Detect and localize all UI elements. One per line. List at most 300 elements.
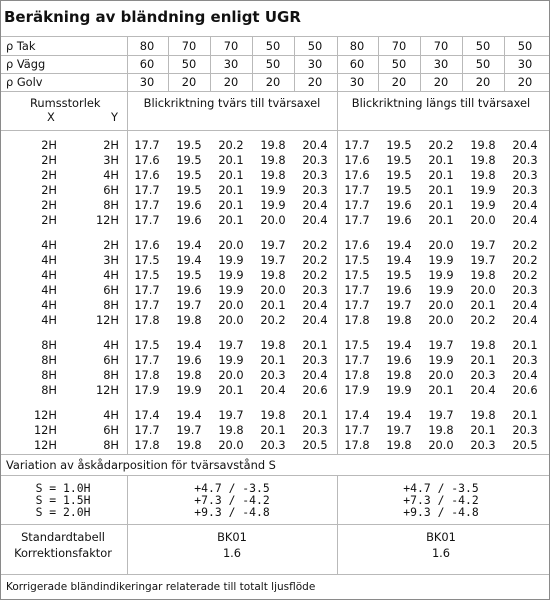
column-divider [168, 37, 169, 91]
reflectance-value: 50 [475, 39, 491, 53]
ugr-value: 20.2 [428, 138, 454, 152]
room-y: 6H [103, 423, 119, 437]
ugr-value: 20.3 [512, 423, 538, 437]
ugr-value: 20.1 [218, 383, 244, 397]
column-divider [378, 37, 379, 91]
ugr-value: 20.1 [428, 383, 454, 397]
ugr-value: 20.3 [302, 168, 328, 182]
ugr-value: 19.6 [386, 283, 412, 297]
variation-s: S = 2.0H [35, 505, 91, 519]
room-y: 2H [103, 238, 119, 252]
ugr-value: 19.8 [386, 313, 412, 327]
ugr-value: 19.6 [386, 353, 412, 367]
standard-table-left: BK01 [217, 530, 247, 544]
column-divider [127, 91, 128, 454]
ugr-value: 19.8 [470, 408, 496, 422]
standard-table-label: Standardtabell [21, 530, 105, 544]
variation-left: +9.3 / -4.8 [194, 505, 270, 519]
ugr-value: 17.5 [344, 253, 370, 267]
ugr-value: 20.3 [470, 368, 496, 382]
ugr-value: 17.6 [344, 153, 370, 167]
ugr-value: 20.0 [428, 313, 454, 327]
ugr-value: 20.2 [470, 313, 496, 327]
ugr-value: 17.8 [134, 368, 160, 382]
ugr-value: 20.1 [470, 298, 496, 312]
room-y: 6H [103, 283, 119, 297]
ugr-value: 20.2 [302, 253, 328, 267]
room-x: 4H [41, 283, 57, 297]
room-x: 2H [41, 153, 57, 167]
ugr-value: 17.7 [134, 213, 160, 227]
ugr-value: 20.1 [260, 423, 286, 437]
room-x: 2H [41, 138, 57, 152]
room-y: 12H [95, 213, 119, 227]
room-y: 8H [103, 198, 119, 212]
room-y: 2H [103, 138, 119, 152]
ugr-value: 19.9 [428, 283, 454, 297]
ugr-value: 19.6 [176, 198, 202, 212]
ugr-value: 19.7 [470, 253, 496, 267]
ugr-value: 20.4 [302, 198, 328, 212]
row-divider [1, 55, 549, 56]
row-divider [1, 91, 549, 92]
ugr-value: 19.9 [218, 283, 244, 297]
reflectance-value: 20 [391, 75, 407, 89]
ugr-value: 20.6 [512, 383, 538, 397]
ugr-value: 20.2 [512, 268, 538, 282]
ugr-value: 19.8 [386, 438, 412, 452]
reflectance-label: ρ Tak [6, 39, 36, 53]
room-x: 4H [41, 268, 57, 282]
ugr-value: 20.0 [218, 298, 244, 312]
page-title: Beräkning av bländning enligt UGR [4, 8, 301, 26]
room-y: 8H [103, 438, 119, 452]
variation-right: +7.3 / -4.2 [403, 493, 479, 507]
ugr-value: 20.0 [428, 368, 454, 382]
column-divider [504, 37, 505, 91]
ugr-value: 20.1 [218, 213, 244, 227]
ugr-value: 20.4 [512, 213, 538, 227]
ugr-value: 20.0 [428, 298, 454, 312]
ugr-value: 20.3 [302, 353, 328, 367]
variation-s: S = 1.5H [35, 493, 91, 507]
ugr-value: 20.3 [260, 368, 286, 382]
ugr-value: 19.7 [218, 408, 244, 422]
ugr-value: 19.9 [260, 183, 286, 197]
reflectance-value: 50 [475, 57, 491, 71]
ugr-value: 17.5 [134, 253, 160, 267]
ugr-value: 17.8 [344, 368, 370, 382]
section-divider [1, 475, 549, 476]
reflectance-value: 30 [223, 57, 239, 71]
section-divider [1, 574, 549, 575]
ugr-value: 20.1 [428, 183, 454, 197]
correction-left: 1.6 [222, 546, 242, 560]
column-divider [127, 475, 128, 525]
ugr-value: 19.9 [386, 383, 412, 397]
room-x: 2H [41, 183, 57, 197]
column-divider [127, 37, 128, 91]
ugr-value: 19.5 [386, 168, 412, 182]
ugr-value: 19.7 [428, 408, 454, 422]
ugr-value: 17.7 [134, 183, 160, 197]
room-y: 8H [103, 298, 119, 312]
ugr-value: 20.3 [512, 283, 538, 297]
ugr-value: 19.8 [260, 138, 286, 152]
room-x: 8H [41, 368, 57, 382]
ugr-value: 20.4 [470, 383, 496, 397]
variation-right: +4.7 / -3.5 [403, 481, 479, 495]
reflectance-value: 30 [139, 75, 155, 89]
ugr-value: 20.1 [302, 338, 328, 352]
column-divider [337, 525, 338, 575]
header-transverse: Blickriktning tvärs till tvärsaxel [143, 96, 321, 110]
ugr-value: 20.1 [512, 338, 538, 352]
ugr-value: 19.4 [176, 338, 202, 352]
ugr-value: 19.7 [176, 423, 202, 437]
ugr-value: 19.9 [470, 198, 496, 212]
ugr-value: 20.2 [512, 238, 538, 252]
ugr-value: 19.7 [218, 338, 244, 352]
reflectance-value: 80 [139, 39, 155, 53]
ugr-value: 17.7 [344, 213, 370, 227]
ugr-value: 19.8 [176, 438, 202, 452]
ugr-value: 17.4 [344, 408, 370, 422]
ugr-value: 20.0 [428, 238, 454, 252]
ugr-value: 19.7 [386, 423, 412, 437]
ugr-value: 19.4 [386, 338, 412, 352]
ugr-value: 19.7 [260, 238, 286, 252]
ugr-value: 19.9 [428, 253, 454, 267]
ugr-value: 17.7 [134, 423, 160, 437]
ugr-value: 20.5 [302, 438, 328, 452]
room-x: 2H [41, 213, 57, 227]
ugr-value: 20.0 [218, 438, 244, 452]
ugr-value: 20.4 [512, 368, 538, 382]
ugr-value: 20.4 [512, 298, 538, 312]
ugr-value: 20.1 [428, 168, 454, 182]
ugr-value: 20.1 [512, 408, 538, 422]
room-x: 12H [33, 408, 57, 422]
ugr-value: 19.9 [260, 198, 286, 212]
ugr-value: 17.6 [134, 238, 160, 252]
reflectance-value: 20 [433, 75, 449, 89]
ugr-value: 19.4 [386, 238, 412, 252]
ugr-value: 20.1 [218, 168, 244, 182]
reflectance-value: 20 [307, 75, 323, 89]
ugr-value: 19.8 [260, 168, 286, 182]
ugr-value: 20.2 [260, 313, 286, 327]
room-size-label: Rumsstorlek [30, 96, 101, 110]
ugr-value: 20.0 [260, 283, 286, 297]
ugr-value: 19.8 [176, 368, 202, 382]
reflectance-value: 80 [349, 39, 365, 53]
reflectance-value: 20 [223, 75, 239, 89]
reflectance-value: 30 [349, 75, 365, 89]
ugr-value: 19.4 [176, 408, 202, 422]
ugr-value: 17.8 [134, 438, 160, 452]
x-label: X [47, 110, 55, 124]
ugr-value: 20.4 [260, 383, 286, 397]
ugr-value: 20.4 [302, 313, 328, 327]
reflectance-value: 70 [433, 39, 449, 53]
ugr-value: 19.8 [260, 338, 286, 352]
section-divider [1, 524, 549, 525]
ugr-value: 20.4 [302, 368, 328, 382]
ugr-value: 19.5 [176, 138, 202, 152]
ugr-value: 17.5 [134, 338, 160, 352]
ugr-value: 19.9 [218, 353, 244, 367]
reflectance-value: 50 [517, 39, 533, 53]
ugr-value: 17.7 [344, 198, 370, 212]
ugr-value: 20.0 [470, 283, 496, 297]
ugr-value: 17.7 [134, 298, 160, 312]
ugr-value: 19.9 [470, 183, 496, 197]
reflectance-value: 30 [307, 57, 323, 71]
ugr-value: 17.7 [344, 298, 370, 312]
standard-table-right: BK01 [426, 530, 456, 544]
column-divider [337, 37, 338, 91]
reflectance-label: ρ Vägg [6, 57, 46, 71]
ugr-value: 20.0 [218, 368, 244, 382]
column-divider [252, 37, 253, 91]
ugr-value: 19.8 [260, 153, 286, 167]
section-divider [1, 454, 549, 455]
ugr-value: 20.1 [218, 183, 244, 197]
column-divider [127, 525, 128, 575]
room-y: 4H [103, 268, 119, 282]
room-y: 6H [103, 353, 119, 367]
room-x: 8H [41, 353, 57, 367]
ugr-value: 19.8 [260, 408, 286, 422]
reflectance-value: 50 [307, 39, 323, 53]
ugr-value: 20.4 [302, 298, 328, 312]
ugr-value: 17.9 [344, 383, 370, 397]
ugr-value: 20.0 [218, 313, 244, 327]
ugr-value: 19.5 [386, 183, 412, 197]
variation-left: +4.7 / -3.5 [194, 481, 270, 495]
ugr-value: 20.3 [302, 423, 328, 437]
ugr-value: 20.6 [302, 383, 328, 397]
ugr-value: 17.6 [344, 168, 370, 182]
room-y: 6H [103, 183, 119, 197]
room-y: 4H [103, 338, 119, 352]
ugr-value: 17.5 [134, 268, 160, 282]
room-y: 4H [103, 168, 119, 182]
ugr-value: 19.4 [386, 408, 412, 422]
room-y: 3H [103, 153, 119, 167]
ugr-value: 17.6 [134, 168, 160, 182]
ugr-value: 19.8 [470, 138, 496, 152]
room-x: 4H [41, 298, 57, 312]
room-x: 2H [41, 198, 57, 212]
ugr-value: 19.6 [176, 353, 202, 367]
footer-note: Korrigerade bländindikeringar relaterade till totalt ljusflöde [6, 581, 316, 593]
ugr-value: 17.6 [134, 153, 160, 167]
ugr-value: 20.1 [470, 353, 496, 367]
ugr-value: 17.6 [344, 238, 370, 252]
ugr-value: 19.5 [176, 268, 202, 282]
ugr-value: 20.1 [428, 213, 454, 227]
column-divider [337, 91, 338, 454]
ugr-value: 19.8 [428, 423, 454, 437]
ugr-value: 20.0 [218, 238, 244, 252]
column-divider [420, 37, 421, 91]
ugr-value: 20.3 [512, 153, 538, 167]
ugr-value: 19.6 [176, 283, 202, 297]
ugr-value: 17.7 [344, 183, 370, 197]
row-divider [1, 73, 549, 74]
column-divider [294, 37, 295, 91]
ugr-value: 20.1 [428, 198, 454, 212]
ugr-value: 19.7 [260, 253, 286, 267]
ugr-value: 20.3 [302, 183, 328, 197]
ugr-value: 20.4 [512, 198, 538, 212]
ugr-value: 20.4 [302, 138, 328, 152]
variation-left: +7.3 / -4.2 [194, 493, 270, 507]
ugr-value: 20.1 [218, 153, 244, 167]
reflectance-value: 60 [139, 57, 155, 71]
ugr-value: 20.4 [512, 138, 538, 152]
room-x: 4H [41, 238, 57, 252]
ugr-value: 19.8 [176, 313, 202, 327]
ugr-value: 20.3 [260, 438, 286, 452]
reflectance-value: 20 [265, 75, 281, 89]
correction-right: 1.6 [431, 546, 451, 560]
ugr-value: 19.7 [386, 298, 412, 312]
ugr-value: 20.0 [260, 213, 286, 227]
room-x: 4H [41, 253, 57, 267]
ugr-value: 20.0 [428, 438, 454, 452]
variation-right: +9.3 / -4.8 [403, 505, 479, 519]
ugr-value: 19.4 [176, 253, 202, 267]
ugr-value: 20.2 [302, 238, 328, 252]
ugr-value: 19.4 [176, 238, 202, 252]
ugr-value: 19.5 [176, 168, 202, 182]
ugr-value: 19.9 [218, 253, 244, 267]
title-divider [1, 36, 549, 37]
ugr-value: 19.5 [386, 138, 412, 152]
ugr-value: 20.3 [470, 438, 496, 452]
reflectance-value: 70 [181, 39, 197, 53]
ugr-value: 19.6 [386, 213, 412, 227]
reflectance-value: 50 [391, 57, 407, 71]
room-x: 12H [33, 423, 57, 437]
ugr-value: 19.6 [176, 213, 202, 227]
ugr-value: 19.5 [386, 268, 412, 282]
ugr-value: 17.9 [134, 383, 160, 397]
ugr-value: 19.7 [470, 238, 496, 252]
reflectance-value: 50 [181, 57, 197, 71]
ugr-value: 17.5 [344, 268, 370, 282]
ugr-value: 19.8 [470, 168, 496, 182]
ugr-value: 17.8 [344, 438, 370, 452]
ugr-value: 19.9 [428, 353, 454, 367]
ugr-value: 17.7 [134, 198, 160, 212]
reflectance-value: 50 [265, 57, 281, 71]
column-divider [462, 37, 463, 91]
ugr-value: 20.1 [428, 153, 454, 167]
ugr-value: 20.4 [512, 313, 538, 327]
ugr-value: 19.8 [386, 368, 412, 382]
ugr-value: 19.5 [176, 183, 202, 197]
ugr-value: 17.7 [134, 353, 160, 367]
ugr-value: 20.3 [512, 183, 538, 197]
ugr-value: 20.1 [218, 198, 244, 212]
ugr-value: 19.6 [386, 198, 412, 212]
reflectance-value: 70 [391, 39, 407, 53]
room-y: 12H [95, 313, 119, 327]
ugr-value: 20.3 [302, 283, 328, 297]
variation-label: Variation av åskådarposition för tvärsavstånd S [6, 458, 276, 472]
ugr-value: 17.7 [134, 283, 160, 297]
ugr-value: 19.9 [176, 383, 202, 397]
reflectance-label: ρ Golv [6, 75, 43, 89]
ugr-value: 20.2 [512, 253, 538, 267]
reflectance-value: 20 [475, 75, 491, 89]
ugr-value: 20.0 [470, 213, 496, 227]
room-x: 4H [41, 313, 57, 327]
reflectance-value: 30 [517, 57, 533, 71]
room-y: 12H [95, 383, 119, 397]
ugr-value: 20.2 [302, 268, 328, 282]
ugr-value: 19.7 [176, 298, 202, 312]
ugr-value: 19.5 [386, 153, 412, 167]
reflectance-value: 70 [223, 39, 239, 53]
ugr-value: 20.3 [512, 168, 538, 182]
header-longitudinal: Blickriktning längs till tvärsaxel [351, 96, 531, 110]
correction-label: Korrektionsfaktor [14, 546, 112, 560]
ugr-value: 19.8 [470, 153, 496, 167]
ugr-value: 19.7 [428, 338, 454, 352]
reflectance-value: 30 [433, 57, 449, 71]
ugr-value: 17.8 [344, 313, 370, 327]
ugr-value: 17.5 [344, 338, 370, 352]
column-divider [210, 37, 211, 91]
ugr-value: 19.8 [470, 338, 496, 352]
ugr-value: 19.9 [218, 268, 244, 282]
ugr-value: 17.7 [134, 138, 160, 152]
ugr-value: 17.7 [344, 138, 370, 152]
reflectance-value: 20 [181, 75, 197, 89]
ugr-value: 19.5 [176, 153, 202, 167]
ugr-value: 17.7 [344, 353, 370, 367]
ugr-value: 20.1 [260, 353, 286, 367]
reflectance-value: 20 [517, 75, 533, 89]
room-y: 4H [103, 408, 119, 422]
ugr-value: 20.1 [302, 408, 328, 422]
ugr-value: 20.3 [302, 153, 328, 167]
ugr-value: 19.8 [218, 423, 244, 437]
room-x: 8H [41, 338, 57, 352]
ugr-value: 19.8 [260, 268, 286, 282]
room-y: 3H [103, 253, 119, 267]
variation-s: S = 1.0H [35, 481, 91, 495]
ugr-value: 19.8 [470, 268, 496, 282]
ugr-value: 17.7 [344, 283, 370, 297]
ugr-value: 20.3 [512, 353, 538, 367]
ugr-value: 20.1 [260, 298, 286, 312]
room-x: 8H [41, 383, 57, 397]
ugr-value: 19.4 [386, 253, 412, 267]
room-x: 12H [33, 438, 57, 452]
reflectance-value: 60 [349, 57, 365, 71]
room-y: 8H [103, 368, 119, 382]
ugr-value: 20.2 [218, 138, 244, 152]
ugr-value: 17.4 [134, 408, 160, 422]
reflectance-value: 50 [265, 39, 281, 53]
ugr-value: 19.9 [428, 268, 454, 282]
